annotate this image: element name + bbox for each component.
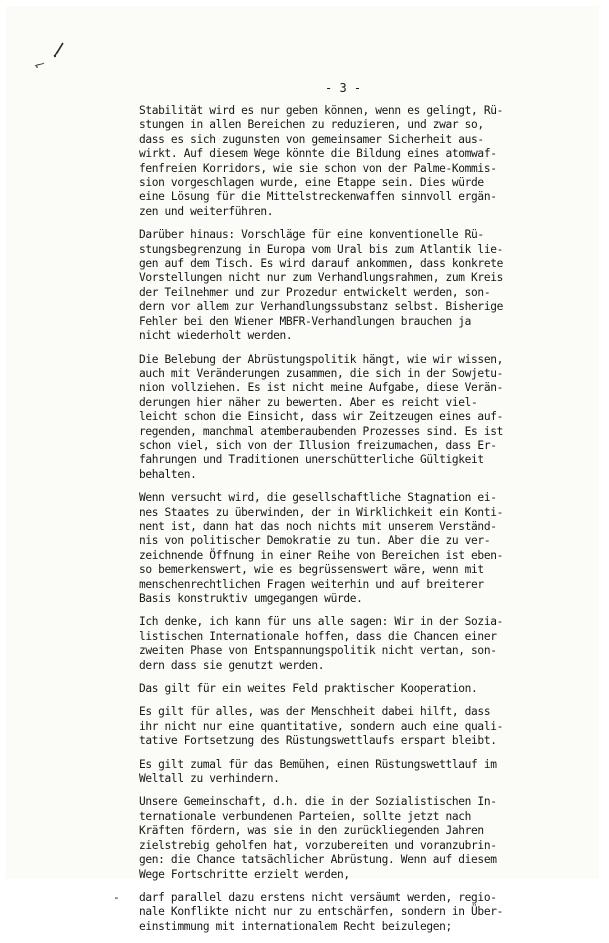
text-line: nis von politischer Demokratie zu tun. Aber die zu ver- [139, 534, 491, 548]
scan-margin-right [599, 0, 609, 887]
paragraph [139, 795, 539, 881]
list-bullet: - [113, 890, 120, 904]
text-line: menschenrechtlichen Fragen weiterhin und auf breiterer [139, 577, 484, 591]
list-item [113, 890, 539, 934]
text-line: schon viel, sich von der Illusion freizumachen, dass Er- [139, 438, 497, 452]
text-line: Das gilt für ein weites Feld praktischer Kooperation. [139, 682, 478, 696]
text-line: listischen Internationale hoffen, dass die Chancen einer [139, 629, 497, 643]
text-line: fahrungen und Traditionen unerschütterliche Gültigkeit [139, 453, 484, 467]
text-line: regenden, manchmal atemberaubenden Prozesses sind. Es ist [139, 424, 503, 438]
text-line: Ich denke, ich kann für uns alle sagen: Wir in der Sozia- [139, 615, 503, 629]
text-line: Weltall zu verhindern. [139, 772, 280, 786]
paragraph [139, 353, 539, 483]
text-line: wirkt. Auf diesem Wege könnte die Bildung eines atomwaf- [139, 147, 497, 161]
text-line: stungen in allen Bereichen zu reduzieren, und zwar so, [139, 118, 484, 132]
scan-margin-top [0, 0, 609, 6]
text-line: eine Lösung für die Mittelstreckenwaffen sinnvoll ergän- [139, 190, 497, 204]
paragraph [139, 228, 539, 343]
text-line: sion vorgeschlagen wurde, eine Etappe sein. Dies würde [139, 176, 484, 190]
text-line: Wenn versucht wird, die gesellschaftliche Stagnation ei- [139, 491, 497, 505]
text-line: Es gilt zumal für das Bemühen, einen Rüstungswettlauf im [139, 757, 497, 771]
text-line: tative Fortsetzung des Rüstungswettlaufs erspart bleibt. [139, 734, 497, 748]
text-line: nent ist, dann hat das noch nichts mit unserem Verständ- [139, 519, 497, 533]
text-line: gen: die Chance tatsächlicher Abrüstung. Wenn auf diesem [139, 853, 497, 867]
text-line: Stabilität wird es nur geben können, wenn es gelingt, Rü- [139, 104, 503, 117]
text-line: Basis konstruktiv umgegangen würde. [139, 592, 363, 605]
text-line: Fehler bei den Wiener MBFR-Verhandlungen brauchen ja [139, 314, 472, 328]
text-line: zweiten Phase von Entspannungspolitik nicht vertan, son- [139, 644, 497, 658]
handwritten-mark [32, 40, 72, 74]
text-line: so bemerkenswert, wie es begrüssenswert wäre, wenn mit [139, 563, 484, 577]
text-line: fenfreien Korridors, wie sie schon von der Palme-Kommis- [139, 161, 497, 175]
paragraph [139, 491, 539, 606]
text-line: Kräften fördern, was sie in den zurückliegenden Jahren [139, 824, 484, 838]
text-line: Die Belebung der Abrüstungspolitik hängt, wie wir wissen, [139, 352, 503, 366]
paragraph [139, 104, 539, 219]
text-line: dern vor allem zur Verhandlungssubstanz selbst. Bisherige [139, 300, 503, 314]
text-line: gen auf dem Tisch. Es wird darauf ankommen, dass konkrete [139, 257, 503, 271]
paragraph [139, 705, 539, 748]
document-body [113, 104, 539, 943]
text-line: zen und weiterführen. [139, 204, 274, 218]
text-line: Wege Fortschritte erzielt werden, [139, 867, 350, 881]
text-line: Darüber hinaus: Vorschläge für eine konventionelle Rü- [139, 228, 484, 242]
text-line: dern dass sie genutzt werden. [139, 658, 325, 672]
scan-margin-left [0, 0, 6, 887]
text-line: auch mit Veränderungen zusammen, die sich in der Sowjetu- [139, 366, 503, 380]
text-line: leicht schon die Einsicht, dass wir Zeitzeugen eines auf- [139, 410, 503, 424]
text-line: Unsere Gemeinschaft, d.h. die in der Sozialistischen In- [139, 795, 497, 809]
page-number: - 3 - [325, 81, 362, 95]
text-line: dass es sich zugunsten von gemeinsamer Sicherheit aus- [139, 132, 484, 146]
text-line: stungsbegrenzung in Europa vom Ural bis zum Atlantik lie- [139, 242, 503, 256]
text-line: behalten. [139, 467, 197, 481]
text-line: Vorstellungen nicht nur zum Verhandlungsrahmen, zum Kreis [139, 271, 503, 285]
paragraph [139, 758, 539, 787]
text-line: darf parallel dazu erstens nicht versäumt werden, regio- [139, 890, 497, 904]
text-line: derungen hier näher zu bewerten. Aber es reicht viel- [139, 395, 478, 409]
text-line: ternationale verbundenen Parteien, sollte jetzt nach [139, 809, 472, 823]
text-line: nale Konflikte nicht nur zu entschärfen, sondern in Über- [139, 905, 503, 919]
text-line: nes Staates zu überwinden, der in Wirklichkeit ein Konti- [139, 505, 503, 519]
text-line: einstimmung mit internationalem Recht beizulegen; [139, 919, 452, 933]
text-line: zielstrebig geholfen hat, vorzubereiten und voranzubrin- [139, 838, 497, 852]
text-line: Es gilt für alles, was der Menschheit dabei hilft, dass [139, 705, 491, 719]
paragraph [139, 615, 539, 673]
paragraph [139, 682, 539, 696]
text-line: ihr nicht nur eine quantitative, sondern auch eine quali- [139, 719, 503, 733]
text-line: nicht wiederholt werden. [139, 329, 293, 343]
text-line: der Teilnehmer und zur Prozedur entwickelt werden, son- [139, 285, 491, 299]
text-line: nion vollziehen. Es ist nicht meine Aufgabe, diese Verän- [139, 381, 503, 395]
text-line: zeichnende Öffnung in einer Reihe von Bereichen ist eben- [139, 548, 503, 562]
